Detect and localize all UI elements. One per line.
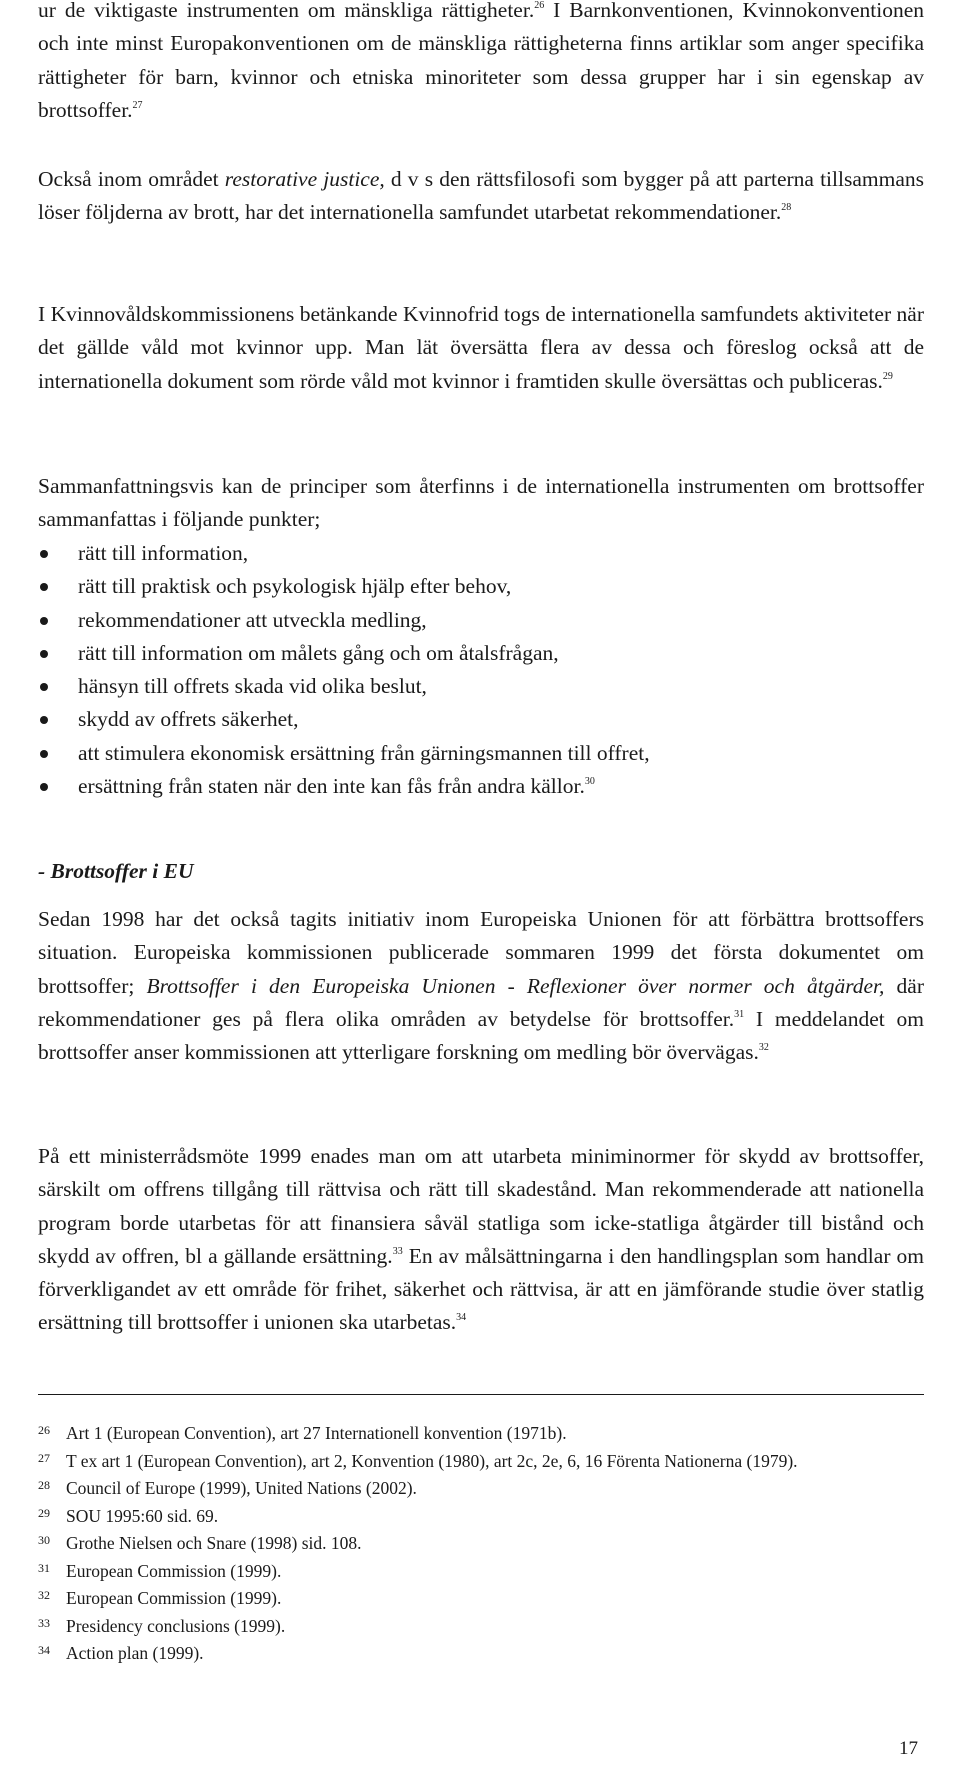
footnote (38, 1530, 924, 1558)
paragraph-restorative-justice (38, 163, 924, 230)
list-item-text: hänsyn till offrets skada vid olika beslut, (78, 674, 427, 699)
list-item (38, 670, 924, 703)
list-item (38, 703, 924, 736)
footnote-number: 29 (38, 1505, 50, 1520)
footnote-text: Presidency conclusions (1999). (66, 1615, 286, 1636)
footnote-text: T ex art 1 (European Convention), art 2, Konvention (1980), art 2c, 2e, 6, 16 Förenta Nationerna (1979). (66, 1450, 798, 1471)
footnotes-list (38, 1420, 924, 1668)
list-item-text: rätt till information om målets gång och om åtalsfrågan, (78, 640, 559, 665)
footnote-ref[interactable]: 29 (882, 370, 893, 382)
italic-term: restorative justice, (224, 167, 385, 191)
italic-title: Brottsoffer i den Europeiska Unionen - Reflexioner över normer och åtgärder, (146, 973, 885, 998)
footnote (38, 1640, 924, 1668)
footnote-ref[interactable]: 32 (758, 1042, 769, 1054)
list-item-text: rekommendationer att utveckla medling, (78, 607, 427, 632)
footnote-text: SOU 1995:60 sid. 69. (66, 1505, 219, 1526)
footnote-ref[interactable]: 26 (534, 0, 545, 11)
paragraph-text: På ett ministerrådsmöte 1999 enades man om att utarbeta miniminormer för skydd av brottsoffer, särskilt om offrens tillgång till rättvisa och rätt till skadestånd. Man rekommenderade att nationella program borde utarbetas för att finansiera såväl statliga som icke-statliga åtgärder till bistånd och skydd av offren, bl a gällande ersättning. (38, 1144, 924, 1268)
footnote (38, 1503, 924, 1531)
footnote-ref[interactable]: 30 (584, 776, 595, 788)
footnote (38, 1613, 924, 1641)
paragraph-text: Också inom området (38, 167, 225, 191)
footnote-number: 31 (38, 1560, 50, 1575)
paragraph-council-meeting (38, 1140, 924, 1340)
list-item-text: skydd av offrets säkerhet, (78, 707, 299, 732)
bullet-icon (40, 650, 48, 658)
list-item (38, 770, 924, 803)
footnote-text: Art 1 (European Convention), art 27 Internationell konvention (1971b). (66, 1423, 567, 1443)
paragraph-text: I meddelandet om brottsoffer anser kommissionen att ytterligare forskning om medling bör övervägas. (38, 1006, 924, 1065)
paragraph-eu-initiatives (38, 903, 924, 1069)
paragraph-text: I Kvinnovåldskommissionens betänkande Kvinnofrid togs de internationella samfundets aktiviteter när det gällde våld mot kvinnor upp. Man lät översätta flera av dessa och föreslog också att de internationella dokument som rörde våld mot kvinnor i framtiden skulle översättas och publiceras. (38, 302, 924, 393)
list-item (38, 737, 924, 770)
footnote-ref[interactable]: 34 (456, 1312, 467, 1324)
footnote-text: European Commission (1999). (66, 1560, 282, 1581)
bullet-icon (40, 583, 48, 591)
footnote-number: 26 (38, 1423, 50, 1437)
footnote (38, 1585, 924, 1613)
bullet-icon (40, 550, 48, 558)
bullet-icon (40, 683, 48, 691)
list-item (38, 570, 924, 603)
footnote (38, 1420, 924, 1448)
footnote (38, 1448, 924, 1476)
paragraph-text: I Barnkonventionen, Kvinnokonventionen och inte minst Europakonventionen om de mänskliga rättigheterna finns artiklar som anger specifika rättigheter för barn, kvinnor och etniska minoriteter som dessa grupper har i sin egenskap av brottsoffer. (38, 0, 924, 122)
list-item-text: rätt till information, (78, 541, 249, 565)
bullet-icon (40, 617, 48, 625)
paragraph-text: där rekommendationer ges på flera olika områden av betydelse för brottsoffer. (38, 973, 924, 1031)
footnote-text: European Commission (1999). (66, 1588, 282, 1608)
page-number: 17 (899, 1738, 918, 1759)
footnote-ref[interactable]: 28 (781, 202, 792, 214)
footnote-ref[interactable]: 33 (392, 1245, 403, 1257)
paragraph-text: Sedan 1998 har det också tagits initiativ inom Europeiska Unionen för att förbättra brottsoffers situation. Europeiska kommissionen publicerade sommaren 1999 det första dokumentet om brottsoffer; (38, 907, 924, 998)
footnote-ref[interactable]: 27 (132, 99, 143, 111)
paragraph-text: ur de viktigaste instrumenten om mänskliga rättigheter. (38, 0, 535, 22)
bullet-icon (40, 716, 48, 724)
list-item-text: ersättning från staten när den inte kan fås från andra källor. (78, 774, 585, 799)
footnote-divider (38, 1394, 924, 1395)
section-heading: - Brottsoffer i EU (38, 859, 194, 883)
paragraph-kvinnofrid (38, 298, 924, 398)
list-item (38, 637, 924, 670)
list-item (38, 537, 924, 570)
footnote-text: Grothe Nielsen och Snare (1998) sid. 108. (66, 1533, 362, 1553)
footnote-ref[interactable]: 31 (734, 1008, 745, 1020)
list-item-text: att stimulera ekonomisk ersättning från gärningsmannen till offret, (78, 740, 650, 765)
footnote-number: 34 (38, 1643, 50, 1657)
footnote-number: 28 (38, 1478, 50, 1492)
paragraph-human-rights (38, 0, 924, 127)
paragraph-text: d v s den rättsfilosofi som bygger på att parterna tillsammans löser följderna av brott, har det internationella samfundet utarbetat rekommendationer. (38, 167, 924, 225)
footnote (38, 1558, 924, 1586)
paragraph-text: Sammanfattningsvis kan de principer som återfinns i de internationella instrumenten om brottsoffer sammanfattas i följande punkter; (38, 474, 924, 532)
list-item (38, 604, 924, 637)
bullet-icon (40, 750, 48, 758)
paragraph-text: En av målsättningarna i den handlingsplan som handlar om förverkligandet av ett område för frihet, säkerhet och rättvisa, är att en jämförande studie över statlig ersättning till brottsoffer i unionen ska utarbetas. (38, 1243, 924, 1335)
footnote-number: 27 (38, 1450, 50, 1465)
footnote (38, 1475, 924, 1503)
bullet-icon (40, 783, 48, 791)
footnote-text: Action plan (1999). (66, 1643, 204, 1663)
paragraph-summary-intro (38, 470, 924, 537)
footnote-number: 32 (38, 1588, 50, 1602)
list-item-text: rätt till praktisk och psykologisk hjälp efter behov, (78, 574, 512, 599)
footnote-text: Council of Europe (1999), United Nations (2002). (66, 1478, 417, 1498)
footnote-number: 33 (38, 1615, 50, 1630)
footnote-number: 30 (38, 1533, 50, 1547)
principles-list (38, 537, 924, 803)
